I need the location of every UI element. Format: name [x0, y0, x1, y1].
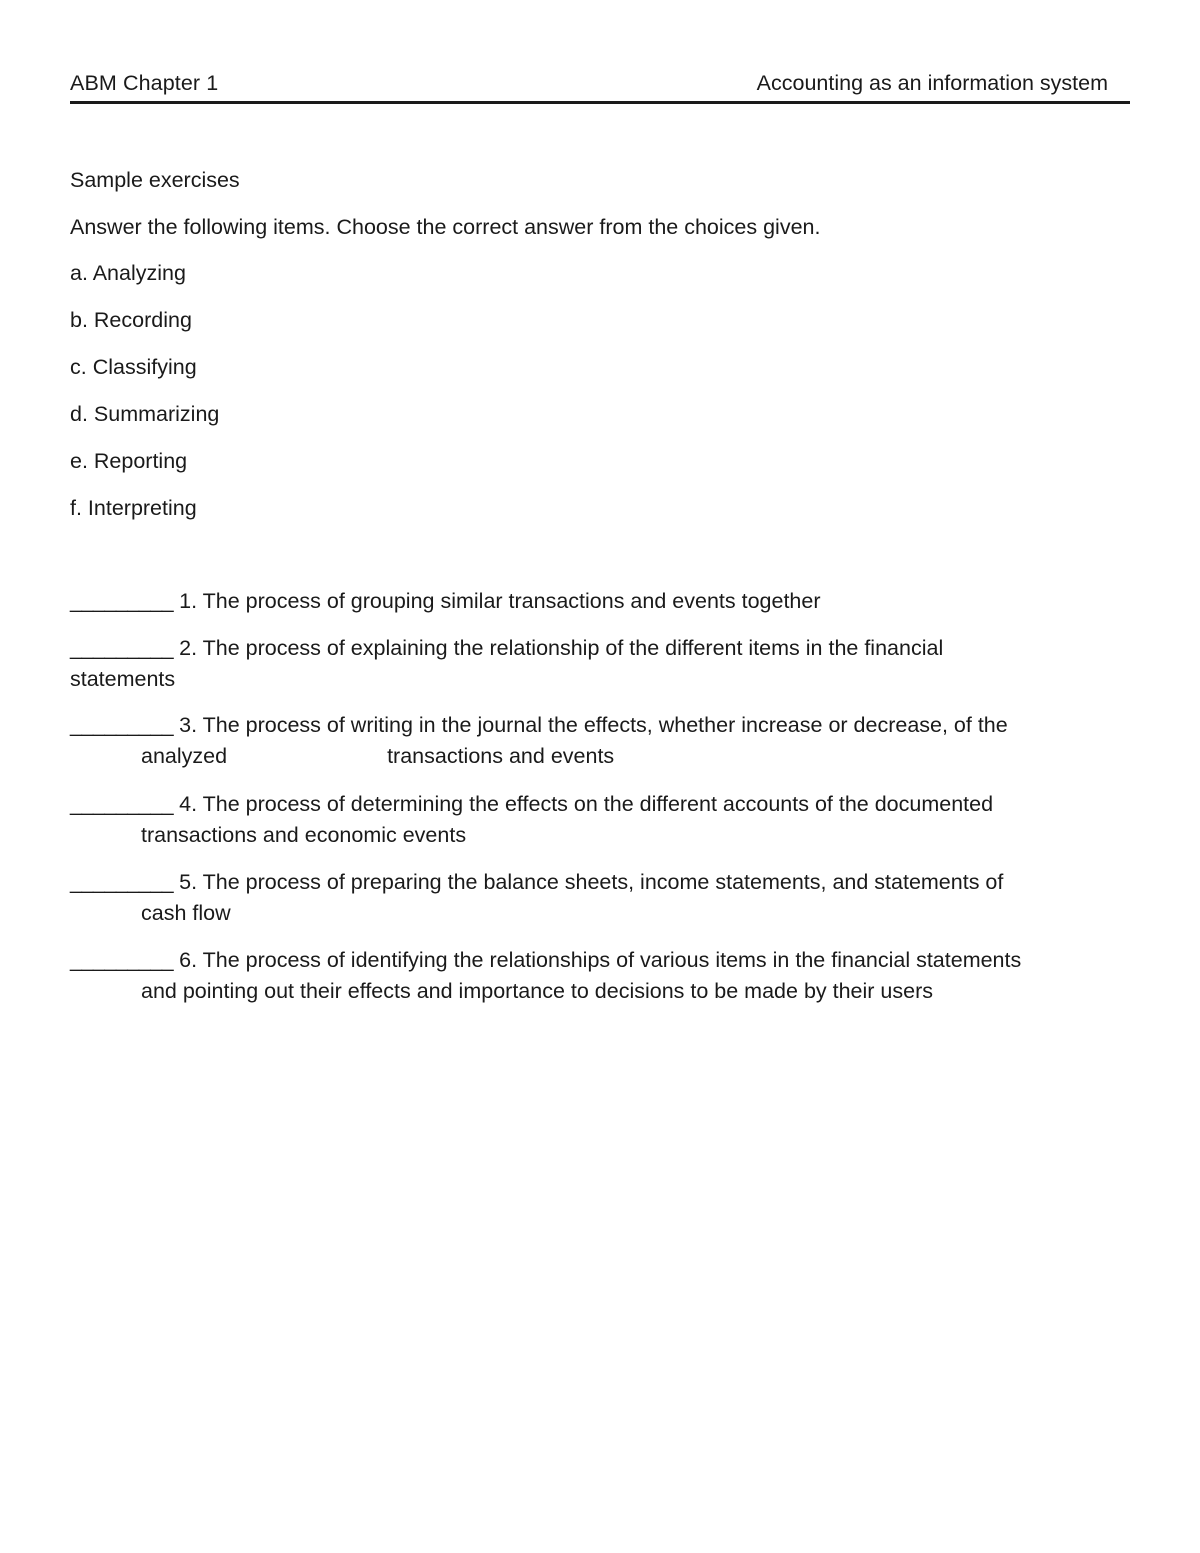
- question-text: 6. The process of identifying the relationships of various items in the financial statements: [179, 948, 1022, 972]
- question-item-5: [70, 867, 1130, 929]
- header-topic: Accounting as an information system: [756, 71, 1108, 95]
- choice-item-b: b. Recording: [70, 308, 192, 332]
- question-text-continued: cash flow: [141, 901, 231, 925]
- question-text: 3. The process of writing in the journal the effects, whether increase or decrease, of the: [179, 713, 1008, 737]
- answer-blank[interactable]: _________: [70, 792, 174, 816]
- question-item-4: [70, 789, 1130, 851]
- answer-blank[interactable]: _________: [70, 713, 174, 737]
- choice-item-a: a. Analyzing: [70, 261, 186, 285]
- question-text-continued: transactions and economic events: [141, 823, 467, 847]
- question-item-1: [70, 586, 1130, 617]
- question-text: 2. The process of explaining the relationship of the different items in the financial: [179, 636, 944, 660]
- question-item-2: [70, 633, 1130, 695]
- instructions: Answer the following items. Choose the correct answer from the choices given.: [70, 215, 821, 239]
- question-text: 1. The process of grouping similar transactions and events together: [179, 589, 821, 613]
- question-text-continued: transactions and events: [387, 744, 615, 768]
- question-text-continued: statements: [70, 667, 176, 691]
- answer-blank[interactable]: _________: [70, 948, 174, 972]
- header-chapter: ABM Chapter 1: [70, 71, 219, 95]
- choice-item-e: e. Reporting: [70, 449, 188, 473]
- question-text: 4. The process of determining the effects on the different accounts of the documented: [179, 792, 994, 816]
- section-title: Sample exercises: [70, 168, 240, 192]
- answer-blank[interactable]: _________: [70, 870, 174, 894]
- choice-item-d: d. Summarizing: [70, 402, 220, 426]
- choice-item-f: f. Interpreting: [70, 496, 197, 520]
- question-text-continued: analyzed: [141, 744, 228, 768]
- question-item-6: [70, 945, 1130, 1007]
- question-text: 5. The process of preparing the balance sheets, income statements, and statements of: [179, 870, 1004, 894]
- answer-blank[interactable]: _________: [70, 589, 174, 613]
- choice-item-c: c. Classifying: [70, 355, 197, 379]
- page-header: [70, 71, 1130, 104]
- question-item-3: [70, 710, 1130, 772]
- question-text-continued: and pointing out their effects and importance to decisions to be made by their users: [141, 979, 933, 1003]
- answer-blank[interactable]: _________: [70, 636, 174, 660]
